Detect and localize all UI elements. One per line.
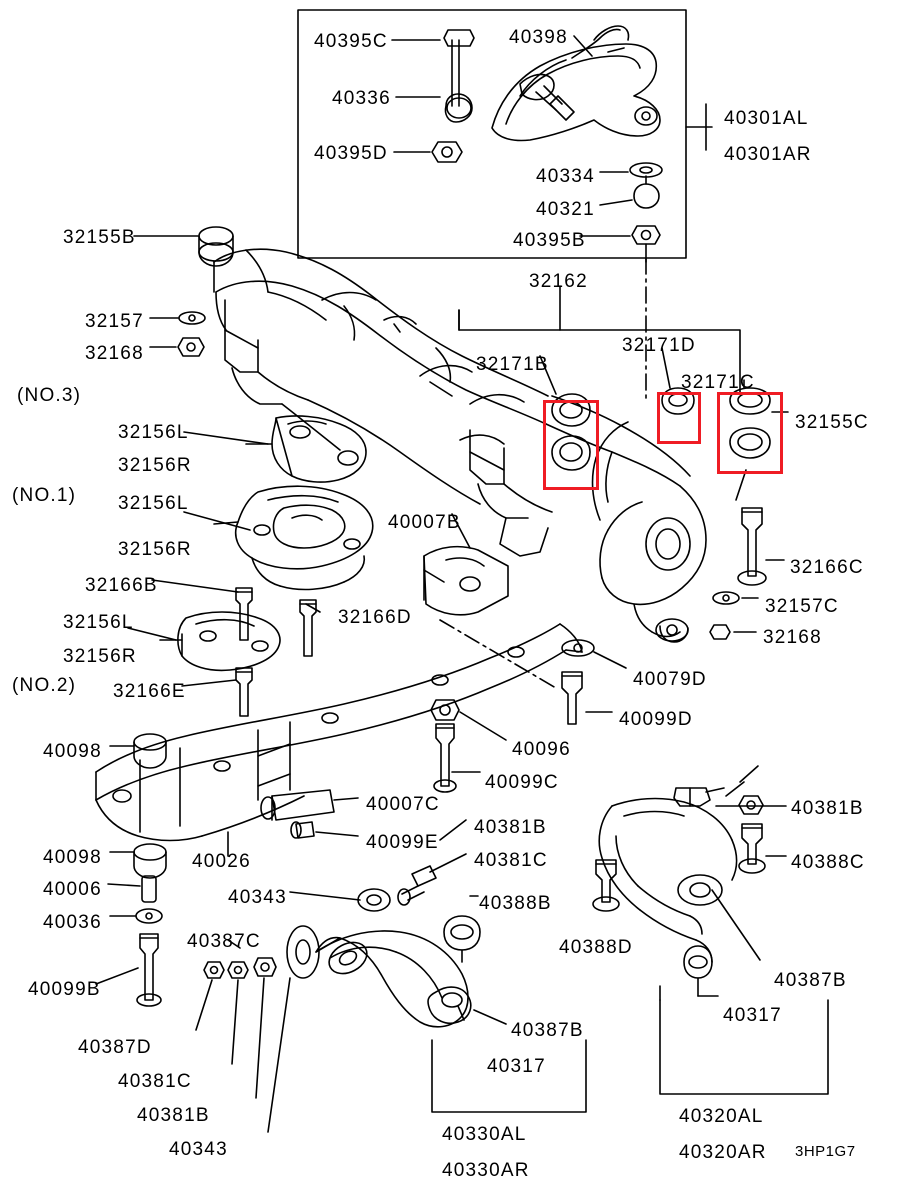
callout-40330AR: 40330AR — [442, 1160, 530, 1181]
callout-32171B: 32171B — [476, 354, 549, 375]
group-label-no3: (NO.3) — [17, 385, 82, 406]
callout-40334: 40334 — [536, 166, 595, 187]
callout-40006: 40006 — [43, 879, 102, 900]
callout-40330AL: 40330AL — [442, 1124, 527, 1145]
callout-40387C: 40387C — [187, 931, 261, 952]
callout-40321: 40321 — [536, 199, 595, 220]
callout-40320AL: 40320AL — [679, 1106, 764, 1127]
callout-32168-upper: 32168 — [85, 343, 144, 364]
callout-40388C: 40388C — [791, 852, 865, 873]
callout-40079D: 40079D — [633, 669, 707, 690]
figure-code: 3HP1G7 — [795, 1143, 856, 1160]
callout-32171C: 32171C — [681, 372, 755, 393]
callout-40099B: 40099B — [28, 979, 101, 1000]
callout-32162: 32162 — [529, 271, 588, 292]
callout-40096: 40096 — [512, 739, 571, 760]
callout-40395B: 40395B — [513, 230, 586, 251]
callout-40301AL: 40301AL — [724, 108, 809, 129]
callout-40398: 40398 — [509, 27, 568, 48]
callout-40395D: 40395D — [314, 143, 388, 164]
callout-40343-upper: 40343 — [228, 887, 287, 908]
callout-40026: 40026 — [192, 851, 251, 872]
callout-32156R-no2: 32156R — [63, 646, 137, 667]
callout-32156L-no3: 32156L — [118, 422, 189, 443]
callout-32166C: 32166C — [790, 557, 864, 578]
callout-40395C: 40395C — [314, 31, 388, 52]
callout-32156R-no1: 32156R — [118, 539, 192, 560]
callout-40036: 40036 — [43, 912, 102, 933]
highlight-32155C — [717, 392, 783, 474]
highlight-32171B — [543, 400, 599, 490]
callout-32166D: 32166D — [338, 607, 412, 628]
callout-32171D: 32171D — [622, 335, 696, 356]
callout-40387D: 40387D — [78, 1037, 152, 1058]
callout-40007C: 40007C — [366, 794, 440, 815]
callout-40381B-right: 40381B — [791, 798, 864, 819]
group-label-no1: (NO.1) — [12, 485, 77, 506]
callout-40099E: 40099E — [366, 832, 439, 853]
callout-40388B: 40388B — [479, 893, 552, 914]
callout-40320AR: 40320AR — [679, 1142, 767, 1163]
callout-40381B-center: 40381B — [474, 817, 547, 838]
callout-40343-lower: 40343 — [169, 1139, 228, 1160]
callout-40388D: 40388D — [559, 937, 633, 958]
group-label-no2: (NO.2) — [12, 675, 77, 696]
callout-32156L-no1: 32156L — [118, 493, 189, 514]
callout-32157C: 32157C — [765, 596, 839, 617]
callout-40099D: 40099D — [619, 709, 693, 730]
callout-40381C-left: 40381C — [118, 1071, 192, 1092]
callout-40387B-left: 40387B — [511, 1020, 584, 1041]
callout-32166E: 32166E — [113, 681, 186, 702]
callout-40317-left: 40317 — [487, 1056, 546, 1077]
callout-32155C: 32155C — [795, 412, 869, 433]
callout-40381C-center: 40381C — [474, 850, 548, 871]
callout-32168-lower: 32168 — [763, 627, 822, 648]
callout-40336: 40336 — [332, 88, 391, 109]
callout-32156R-no3: 32156R — [118, 455, 192, 476]
callout-40381B-left: 40381B — [137, 1105, 210, 1126]
highlight-32171D — [657, 392, 701, 444]
callout-40098-upper: 40098 — [43, 741, 102, 762]
callout-40387B-right: 40387B — [774, 970, 847, 991]
callout-32157: 32157 — [85, 311, 144, 332]
callout-32166B: 32166B — [85, 575, 158, 596]
callout-32155B: 32155B — [63, 227, 136, 248]
callout-40007B: 40007B — [388, 512, 461, 533]
callout-40098-lower: 40098 — [43, 847, 102, 868]
callout-32156L-no2: 32156L — [63, 612, 134, 633]
callout-40099C: 40099C — [485, 772, 559, 793]
callout-40317-right: 40317 — [723, 1005, 782, 1026]
callout-40301AR: 40301AR — [724, 144, 812, 165]
